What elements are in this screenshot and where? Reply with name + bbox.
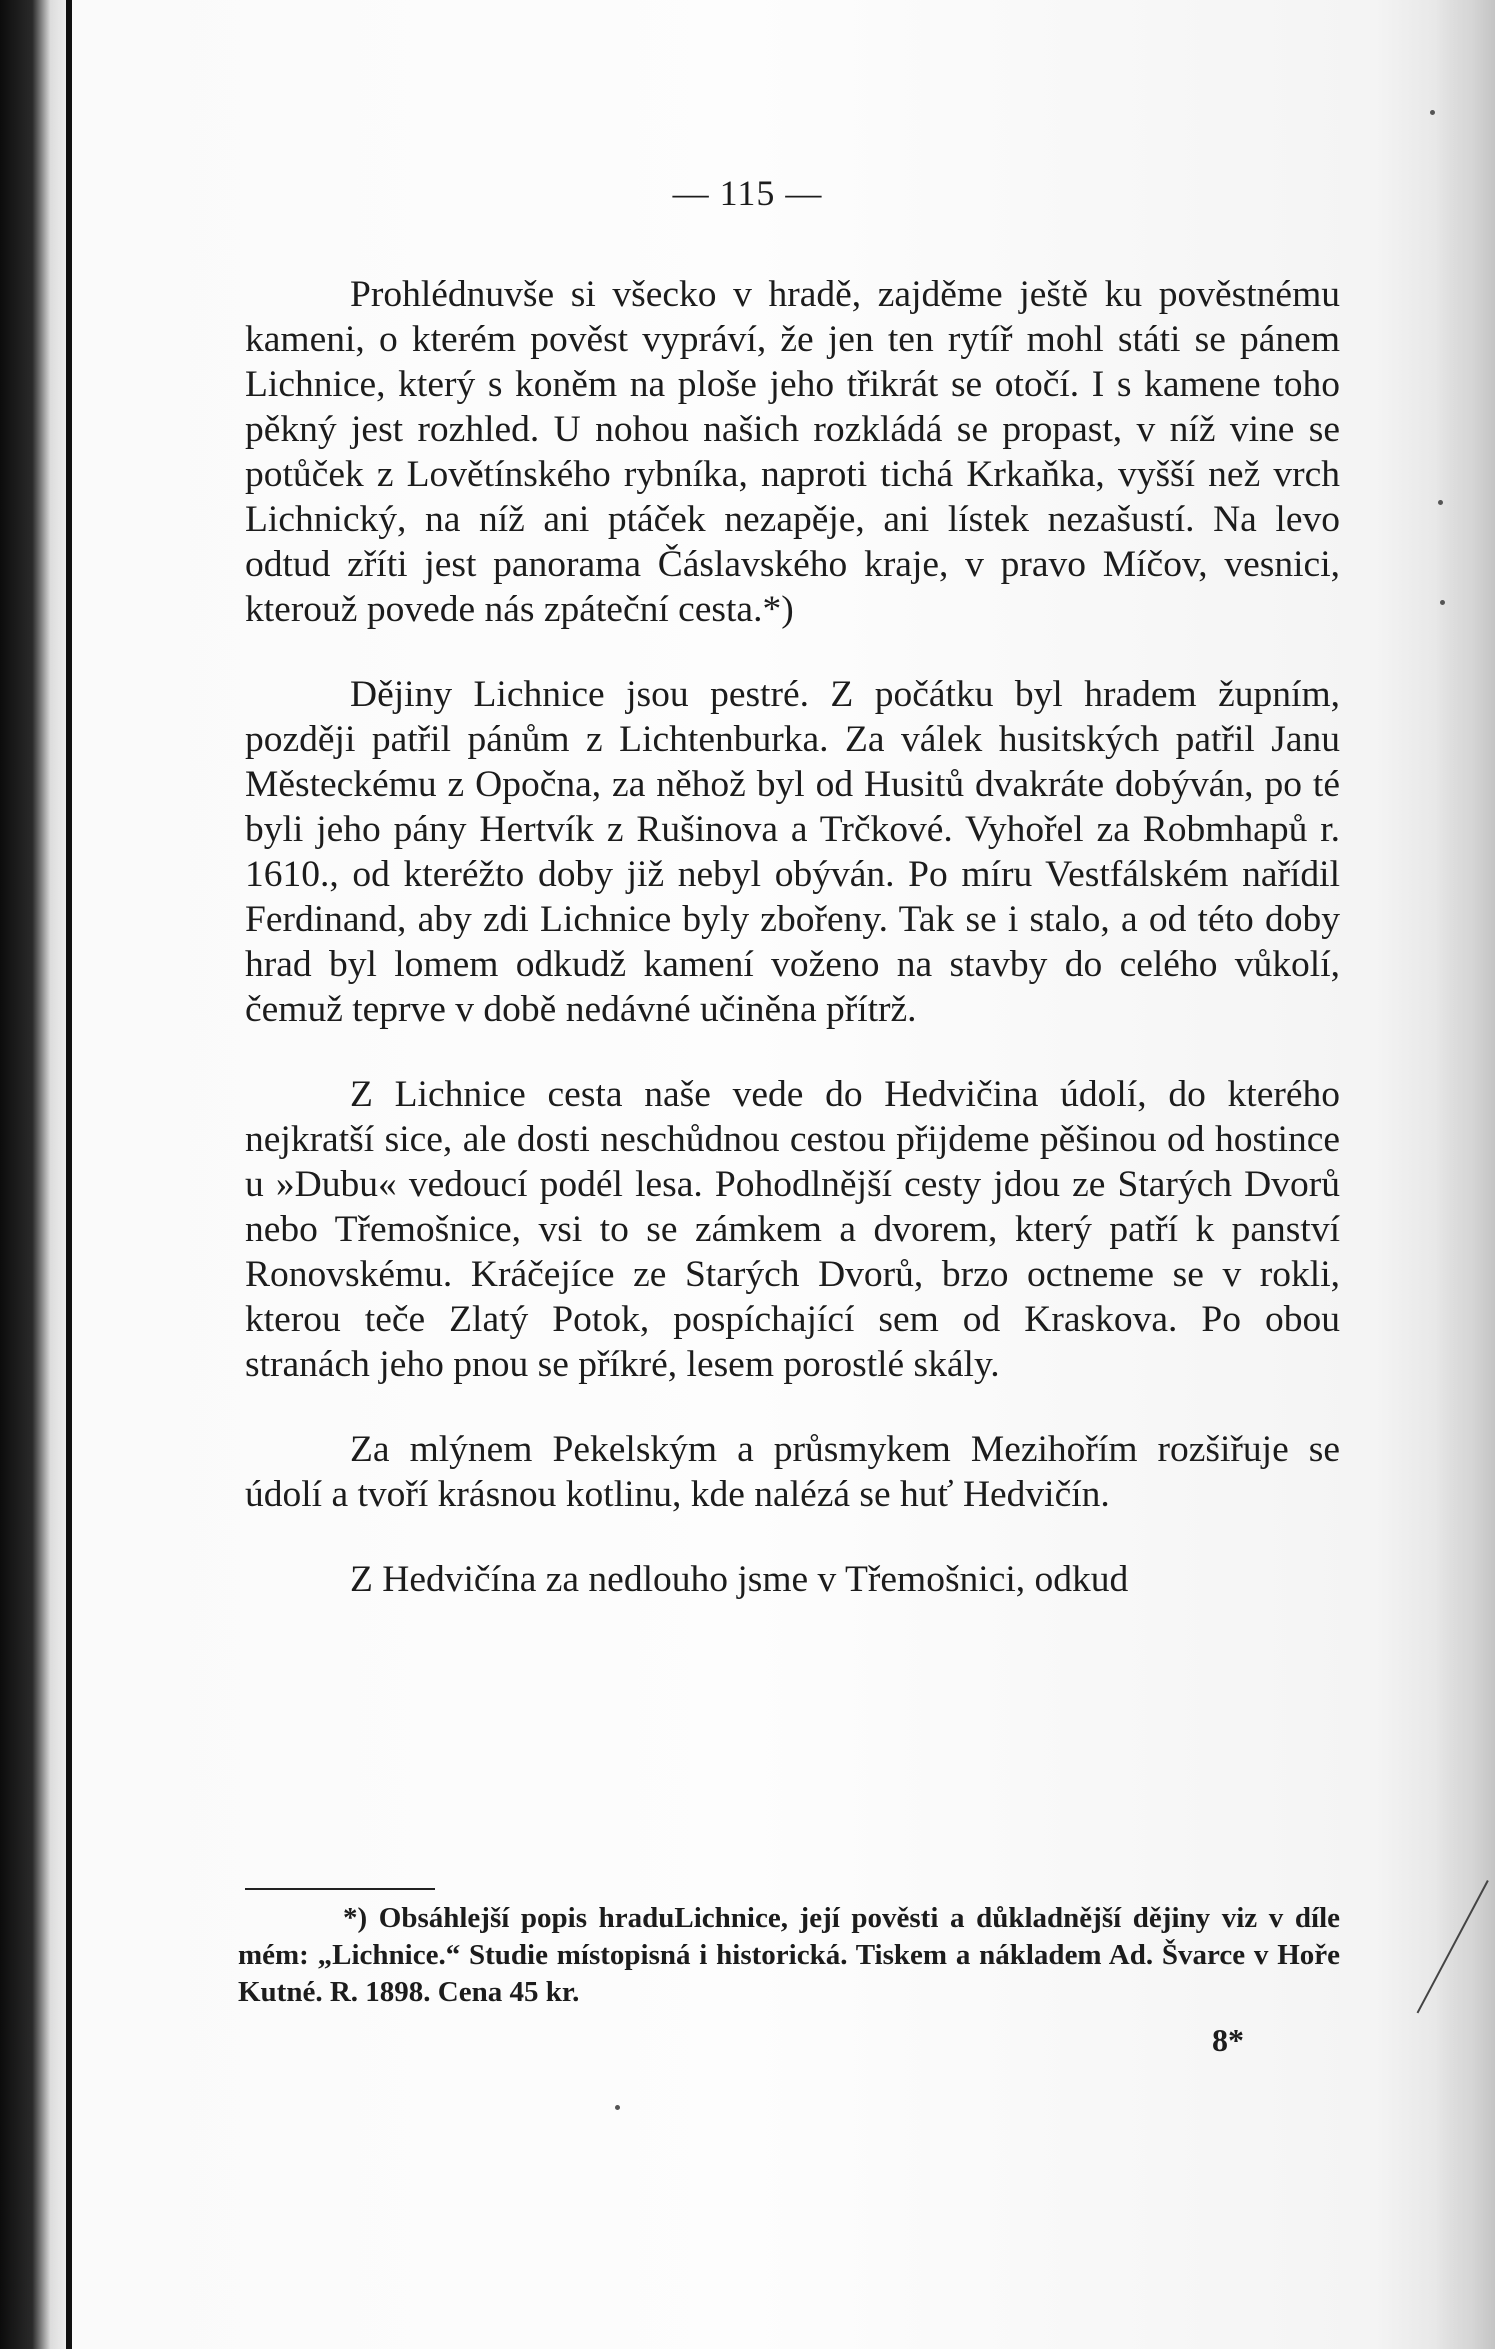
page-number: — 115 — — [672, 173, 823, 213]
page-edge-shadow — [1435, 0, 1495, 2349]
binding-edge-line — [66, 0, 72, 2349]
paragraph-mezihori: Za mlýnem Pekelským a průsmykem Mezihořím rozšiřuje se údolí a tvoří krásnou kotlinu, kde nalézá se huť Hedvičín. — [245, 1429, 1340, 1515]
body-text — [245, 272, 1340, 1642]
footnote-divider — [245, 1888, 435, 1890]
paragraph-tremosnice: Z Hedvičína za nedlouho jsme v Třemošnici, odkud — [350, 1559, 1129, 1600]
paper-speck — [615, 2105, 620, 2110]
paper-speck — [1438, 500, 1443, 505]
paragraph-hedvicino-udoli: Z Lichnice cesta naše vede do Hedvičina údolí, do kterého nejkratší sice, ale dosti neschůdnou cestou přijdeme pěšinou od hostince u »Dubu« vedoucí podél lesa. Pohodlnější cesty jdou ze Starých Dvorů nebo Třemošnice, vsi to se zámkem a dvorem, který patří k panství Ronovskému. Kráčejíce ze Starých Dvorů, brzo octneme se v rokli, kterou teče Zlatý Potok, pospíchající sem od Kraskova. Po obou stranách jeho pnou se příkré, lesem porostlé skály. — [245, 1074, 1340, 1385]
paper-speck — [1440, 600, 1445, 605]
printer-signature-mark: 8* — [1212, 2022, 1244, 2058]
paper-speck — [1430, 110, 1435, 115]
book-spine-shadow — [0, 0, 72, 2349]
paragraph-dejiny: Dějiny Lichnice jsou pestré. Z počátku byl hradem župním, později patřil pánům z Lichtenburka. Za válek husitských patřil Janu Městeckému z Opočna, za něhož byl od Husitů dvakráte dobýván, po té byli jeho pány Hertvík z Rušinova a Trčkové. Vyhořel za Robmhapů r. 1610., od kteréžto doby již nebyl obýván. Po míru Vestfálském nařídil Ferdinand, aby zdi Lichnice byly zbořeny. Tak se i stalo, a od této doby hrad byl lomem odkudž kamení voženo na stavby do celého vůkolí, čemuž teprve v době nedávné učiněna přítrž. — [245, 674, 1340, 1030]
footnote: *) Obsáhlejší popis hraduLichnice, její pověsti a důkladnější dějiny viz v díle mém: „Lichnice.“ Studie místopisná i historická. Tiskem a nákladem Ad. Švarce v Hoře Kutné. R. 1898. Cena 45 kr. — [238, 1902, 1340, 2008]
paragraph-hrad-kamen: Prohlédnuvše si všecko v hradě, zajděme ještě ku pověstnému kameni, o kterém pověst vypráví, že jen ten rytíř mohl státi se pánem Lichnice, který s koněm na ploše jeho třikrát se otočí. I s kamene toho pěkný jest rozhled. U nohou našich rozkládá se propast, v níž vine se potůček z Lovětínského rybníka, naproti tichá Krkaňka, vyšší než vrch Lichnický, na níž ani ptáček nezapěje, ani lístek nezašustí. Na levo odtud zříti jest panorama Čáslavského kraje, v pravo Míčov, vesnici, kterouž povede nás zpáteční cesta.*) — [245, 274, 1340, 630]
